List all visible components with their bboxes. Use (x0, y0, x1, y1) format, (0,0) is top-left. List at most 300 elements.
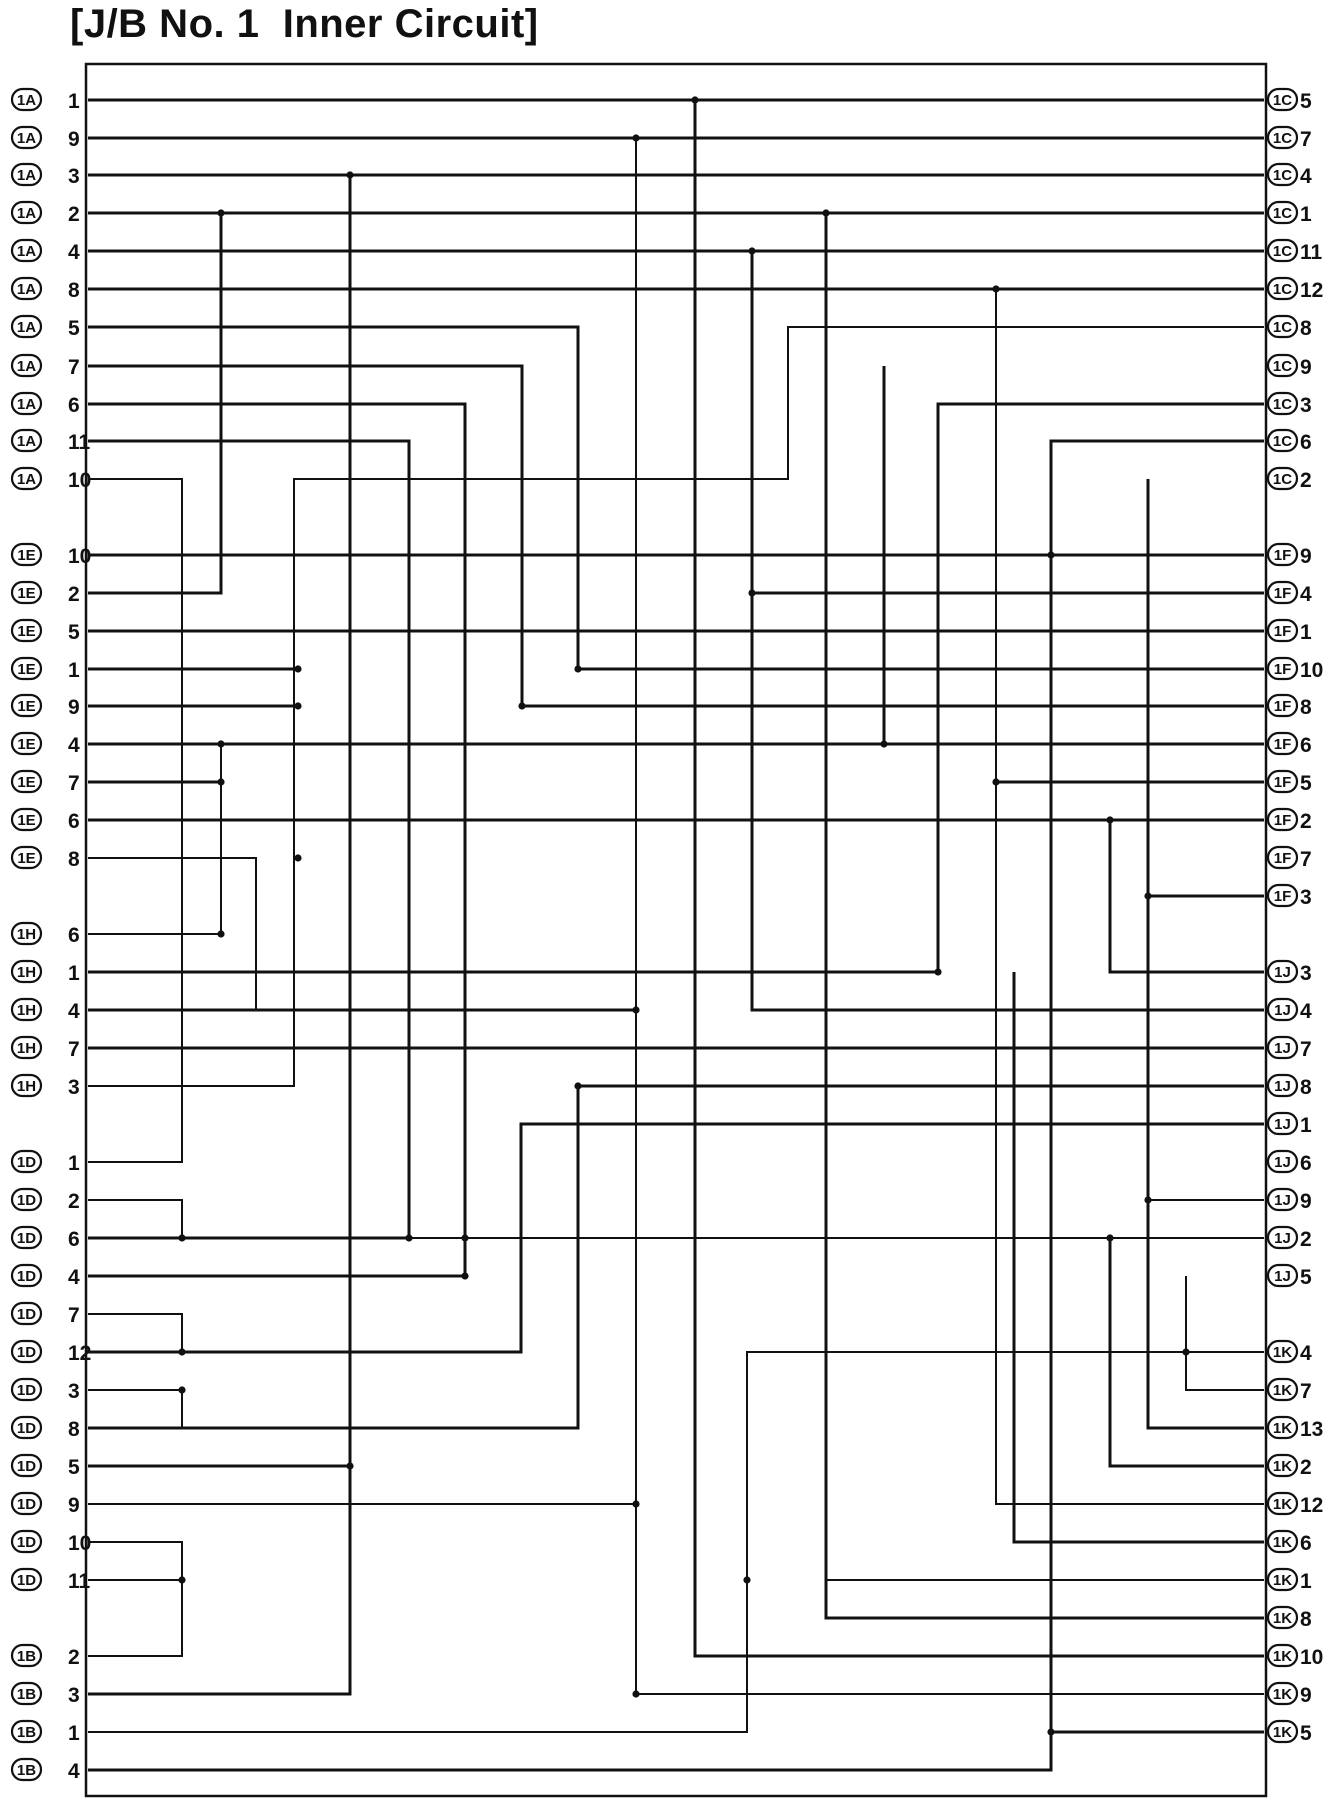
pin-number: 6 (1300, 431, 1312, 454)
junction-dot (574, 1082, 581, 1089)
junction-dot (1144, 892, 1151, 899)
pin-number: 7 (1300, 1380, 1312, 1403)
connector-code: 1D (16, 1154, 37, 1171)
connector-badge (12, 847, 41, 868)
junction-dot (574, 665, 581, 672)
connector-badge (1268, 1721, 1297, 1742)
connector-code: 1A (16, 433, 37, 450)
connector-code: 1A (16, 319, 37, 336)
connector-badge (1268, 544, 1297, 565)
connector-badge (12, 1645, 41, 1666)
connector-code: 1D (16, 1344, 37, 1361)
connector-badge (12, 1531, 41, 1552)
junction-dot (1047, 1728, 1054, 1735)
connector-badge (1268, 1645, 1297, 1666)
pin-number: 10 (68, 469, 92, 492)
connector-badge (12, 316, 41, 337)
connector-code: 1K (1272, 1458, 1293, 1475)
connector-code: 1D (16, 1230, 37, 1247)
junction-dot (1144, 1196, 1151, 1203)
connector-badge (1268, 847, 1297, 868)
diagram-title: [J/B No. 1 Inner Circuit] (70, 2, 539, 46)
pin-number: 5 (68, 317, 80, 340)
connector-badge (1268, 1075, 1297, 1096)
pin-number: 2 (68, 583, 80, 606)
connector-code: 1F (1273, 585, 1292, 602)
connector-badge (1268, 1379, 1297, 1400)
pin-number: 4 (68, 1000, 80, 1023)
connector-code: 1F (1273, 774, 1292, 791)
connector-code: 1D (16, 1306, 37, 1323)
pin-number: 1 (68, 90, 80, 113)
wire (88, 441, 1264, 1770)
connector-code: 1H (16, 964, 37, 981)
pin-number: 10 (1300, 659, 1324, 682)
connector-code: 1C (1272, 396, 1293, 413)
junction-dot (217, 778, 224, 785)
junction-dot (822, 209, 829, 216)
pin-number: 5 (1300, 1722, 1312, 1745)
junction-dot (294, 854, 301, 861)
connector-code: 1B (16, 1686, 37, 1703)
connector-code: 1D (16, 1192, 37, 1209)
pin-number: 4 (68, 1760, 80, 1783)
connector-code: 1D (16, 1458, 37, 1475)
pin-number: 9 (68, 128, 80, 151)
connector-badge (12, 89, 41, 110)
connector-code: 1K (1272, 1686, 1293, 1703)
wire (88, 1390, 182, 1428)
connector-badge (1268, 1265, 1297, 1286)
connector-code: 1D (16, 1268, 37, 1285)
wire (88, 441, 409, 1238)
connector-badge (1268, 1455, 1297, 1476)
connector-badge (12, 1721, 41, 1742)
connector-badge (12, 999, 41, 1020)
connector-code: 1D (16, 1496, 37, 1513)
pin-number: 11 (68, 431, 91, 454)
connector-code: 1A (16, 130, 37, 147)
pin-number: 6 (1300, 1152, 1312, 1175)
connector-code: 1C (1272, 167, 1293, 184)
junction-dot (743, 1576, 750, 1583)
connector-badge (12, 1227, 41, 1248)
connector-badge (12, 582, 41, 603)
pin-number: 12 (68, 1342, 92, 1365)
connector-code: 1H (16, 926, 37, 943)
pin-number: 6 (68, 810, 80, 833)
junction-dot (1106, 816, 1113, 823)
junction-dot (632, 1006, 639, 1013)
connector-code: 1E (17, 774, 36, 791)
junction-dot (992, 285, 999, 292)
pin-number: 1 (68, 962, 80, 985)
connector-badge (12, 1455, 41, 1476)
pin-number: 6 (1300, 1532, 1312, 1555)
connector-code: 1E (17, 585, 36, 602)
pin-number: 1 (1300, 1570, 1312, 1593)
junction-dot (518, 702, 525, 709)
pin-number: 8 (68, 1418, 80, 1441)
connector-badge (12, 393, 41, 414)
connector-code: 1K (1272, 1724, 1293, 1741)
connector-code: 1K (1272, 1572, 1293, 1589)
connector-badge (1268, 468, 1297, 489)
connector-code: 1B (16, 1762, 37, 1779)
connector-code: 1A (16, 281, 37, 298)
right-connector-pins (1268, 89, 1323, 1745)
pin-number: 1 (68, 659, 80, 682)
connector-badge (12, 1265, 41, 1286)
wire (88, 366, 1264, 706)
connector-badge (1268, 1607, 1297, 1628)
connector-code: 1J (1274, 1154, 1291, 1171)
connector-code: 1K (1272, 1534, 1293, 1551)
junction-dot (217, 930, 224, 937)
connector-code: 1J (1274, 1268, 1291, 1285)
connector-badge (12, 1759, 41, 1780)
connector-code: 1F (1273, 812, 1292, 829)
wire (88, 744, 221, 934)
connector-code: 1C (1272, 358, 1293, 375)
pin-number: 6 (68, 1228, 80, 1251)
junction-dot (632, 134, 639, 141)
connector-badge (1268, 240, 1297, 261)
pin-number: 5 (1300, 90, 1312, 113)
connector-badge (1268, 582, 1297, 603)
connector-badge (12, 1075, 41, 1096)
connector-code: 1F (1273, 623, 1292, 640)
wire (1186, 1276, 1264, 1390)
pin-number: 4 (1300, 1342, 1312, 1365)
connector-code: 1F (1273, 888, 1292, 905)
connector-badge (1268, 164, 1297, 185)
pin-number: 9 (1300, 356, 1312, 379)
connector-code: 1K (1272, 1420, 1293, 1437)
junction-dot (748, 247, 755, 254)
junction-dot (992, 778, 999, 785)
connector-code: 1J (1274, 1078, 1291, 1095)
connector-badge (1268, 1417, 1297, 1438)
junction-dot (934, 968, 941, 975)
junction-dot (294, 665, 301, 672)
connector-code: 1F (1273, 850, 1292, 867)
connector-code: 1J (1274, 1002, 1291, 1019)
connector-code: 1D (16, 1572, 37, 1589)
connector-badge (1268, 1151, 1297, 1172)
connector-code: 1C (1272, 319, 1293, 336)
connector-badge (1268, 316, 1297, 337)
connector-code: 1J (1274, 1116, 1291, 1133)
connector-code: 1K (1272, 1344, 1293, 1361)
pin-number: 1 (1300, 621, 1312, 644)
wire (695, 100, 1264, 1656)
wire (88, 327, 1264, 669)
pin-number: 8 (68, 848, 80, 871)
pin-number: 7 (68, 1038, 80, 1061)
junction-dot (178, 1386, 185, 1393)
pin-number: 1 (1300, 1114, 1312, 1137)
pin-number: 8 (1300, 1608, 1312, 1631)
pin-number: 3 (1300, 886, 1312, 909)
connector-code: 1E (17, 661, 36, 678)
connector-badge (12, 961, 41, 982)
connector-badge (12, 468, 41, 489)
junction-dot (178, 1348, 185, 1355)
junction-dot (880, 740, 887, 747)
connector-badge (1268, 1189, 1297, 1210)
connector-code: 1A (16, 205, 37, 222)
connector-code: 1D (16, 1382, 37, 1399)
connector-badge (12, 658, 41, 679)
connector-badge (12, 809, 41, 830)
connector-code: 1A (16, 471, 37, 488)
pin-number: 2 (68, 1190, 80, 1213)
pin-number: 5 (68, 1456, 80, 1479)
connector-badge (1268, 393, 1297, 414)
junction-dot (1106, 1234, 1113, 1241)
pin-number: 9 (68, 696, 80, 719)
connector-badge (12, 733, 41, 754)
wire (1148, 479, 1264, 1428)
wire (88, 1314, 182, 1352)
connector-badge (12, 1569, 41, 1590)
connector-badge (1268, 809, 1297, 830)
connector-code: 1E (17, 623, 36, 640)
connector-badge (1268, 1569, 1297, 1590)
connector-code: 1C (1272, 281, 1293, 298)
connector-badge (12, 620, 41, 641)
connector-badge (1268, 355, 1297, 376)
connector-badge (1268, 885, 1297, 906)
pin-number: 10 (68, 1532, 92, 1555)
junction-dot (1047, 551, 1054, 558)
pin-number: 6 (68, 924, 80, 947)
pin-number: 7 (1300, 1038, 1312, 1061)
connector-badge (12, 1189, 41, 1210)
pin-number: 6 (1300, 734, 1312, 757)
wire (938, 404, 1264, 972)
connector-badge (1268, 127, 1297, 148)
junction-dot (294, 702, 301, 709)
pin-number: 3 (1300, 394, 1312, 417)
connector-badge (1268, 771, 1297, 792)
connector-badge (12, 164, 41, 185)
wire (88, 1200, 182, 1238)
connector-badge (1268, 1531, 1297, 1552)
pin-number: 7 (1300, 848, 1312, 871)
connector-badge (12, 240, 41, 261)
pin-number: 9 (1300, 545, 1312, 568)
pin-number: 10 (68, 545, 92, 568)
pin-number: 8 (1300, 1076, 1312, 1099)
connector-code: 1H (16, 1002, 37, 1019)
pin-number: 7 (68, 1304, 80, 1327)
connector-badge (1268, 1493, 1297, 1514)
connector-code: 1A (16, 396, 37, 413)
pin-number: 6 (68, 394, 80, 417)
pin-number: 5 (1300, 1266, 1312, 1289)
junction-block-outline (86, 64, 1266, 1796)
connector-badge (12, 202, 41, 223)
connector-badge (12, 1379, 41, 1400)
junction-dot (217, 740, 224, 747)
connector-badge (1268, 961, 1297, 982)
connector-badge (1268, 999, 1297, 1020)
pin-number: 8 (1300, 696, 1312, 719)
pin-number: 8 (68, 279, 80, 302)
pin-number: 7 (1300, 128, 1312, 151)
junction-dot (632, 1690, 639, 1697)
connector-code: 1A (16, 243, 37, 260)
pin-number: 3 (1300, 962, 1312, 985)
connector-badge (12, 695, 41, 716)
connector-code: 1C (1272, 92, 1293, 109)
pin-number: 2 (1300, 1456, 1312, 1479)
connector-badge (12, 278, 41, 299)
connector-badge (12, 923, 41, 944)
connector-badge (1268, 89, 1297, 110)
connector-badge (12, 771, 41, 792)
junction-dot (346, 171, 353, 178)
connector-code: 1E (17, 736, 36, 753)
pin-number: 2 (1300, 1228, 1312, 1251)
connector-badge (1268, 658, 1297, 679)
wiring (88, 100, 1264, 1770)
connector-badge (12, 355, 41, 376)
junction-dots (178, 96, 1189, 1735)
connector-code: 1C (1272, 205, 1293, 222)
connector-code: 1D (16, 1420, 37, 1437)
junction-dot (405, 1234, 412, 1241)
connector-badge (1268, 1037, 1297, 1058)
connector-code: 1E (17, 547, 36, 564)
pin-number: 4 (1300, 1000, 1312, 1023)
junction-dot (217, 209, 224, 216)
connector-code: 1J (1274, 964, 1291, 981)
pin-number: 11 (68, 1570, 91, 1593)
pin-number: 2 (1300, 469, 1312, 492)
connector-code: 1A (16, 92, 37, 109)
junction-dot (691, 96, 698, 103)
connector-code: 1C (1272, 433, 1293, 450)
connector-badge (1268, 202, 1297, 223)
pin-number: 4 (68, 1266, 80, 1289)
pin-number: 1 (68, 1152, 80, 1175)
connector-badge (1268, 278, 1297, 299)
connector-code: 1J (1274, 1192, 1291, 1209)
pin-number: 5 (68, 621, 80, 644)
connector-code: 1E (17, 812, 36, 829)
pin-number: 9 (68, 1494, 80, 1517)
connector-code: 1C (1272, 130, 1293, 147)
connector-badge (1268, 733, 1297, 754)
connector-badge (1268, 1341, 1297, 1362)
connector-badge (12, 1037, 41, 1058)
connector-code: 1K (1272, 1382, 1293, 1399)
connector-code: 1A (16, 167, 37, 184)
pin-number: 8 (1300, 317, 1312, 340)
connector-code: 1E (17, 698, 36, 715)
connector-code: 1H (16, 1078, 37, 1095)
connector-code: 1C (1272, 243, 1293, 260)
pin-number: 4 (68, 734, 80, 757)
connector-badge (1268, 1113, 1297, 1134)
connector-code: 1B (16, 1648, 37, 1665)
connector-badge (1268, 1683, 1297, 1704)
pin-number: 5 (1300, 772, 1312, 795)
pin-number: 13 (1300, 1418, 1324, 1441)
junction-dot (178, 1576, 185, 1583)
connector-code: 1J (1274, 1230, 1291, 1247)
connector-code: 1H (16, 1040, 37, 1057)
connector-badge (1268, 695, 1297, 716)
connector-code: 1F (1273, 698, 1292, 715)
pin-number: 9 (1300, 1684, 1312, 1707)
pin-number: 3 (68, 1380, 80, 1403)
left-connector-pins (12, 89, 91, 1783)
pin-number: 4 (68, 241, 80, 264)
connector-badge (1268, 620, 1297, 641)
connector-badge (12, 1303, 41, 1324)
connector-code: 1D (16, 1534, 37, 1551)
connector-code: 1A (16, 358, 37, 375)
junction-dot (346, 1462, 353, 1469)
wire (88, 1086, 1264, 1428)
junction-dot (748, 589, 755, 596)
connector-code: 1F (1273, 661, 1292, 678)
connector-code: 1B (16, 1724, 37, 1741)
pin-number: 3 (68, 1684, 80, 1707)
pin-number: 7 (68, 356, 80, 379)
pin-number: 2 (68, 203, 80, 226)
pin-number: 4 (1300, 583, 1312, 606)
pin-number: 12 (1300, 279, 1324, 302)
junction-dot (178, 1234, 185, 1241)
connector-code: 1E (17, 850, 36, 867)
connector-badge (12, 1151, 41, 1172)
connector-badge (12, 544, 41, 565)
connector-badge (12, 1417, 41, 1438)
connector-badge (1268, 1227, 1297, 1248)
pin-number: 2 (68, 1646, 80, 1669)
connector-code: 1C (1272, 471, 1293, 488)
connector-badge (12, 127, 41, 148)
junction-dot (461, 1272, 468, 1279)
connector-code: 1K (1272, 1496, 1293, 1513)
pin-number: 7 (68, 772, 80, 795)
connector-badge (1268, 430, 1297, 451)
junction-dot (461, 1234, 468, 1241)
pin-number: 10 (1300, 1646, 1324, 1669)
junction-dot (1182, 1348, 1189, 1355)
connector-code: 1F (1273, 547, 1292, 564)
pin-number: 4 (1300, 165, 1312, 188)
connector-code: 1J (1274, 1040, 1291, 1057)
pin-number: 1 (68, 1722, 80, 1745)
pin-number: 2 (1300, 810, 1312, 833)
pin-number: 12 (1300, 1494, 1324, 1517)
pin-number: 1 (1300, 203, 1312, 226)
connector-badge (12, 1341, 41, 1362)
wire (826, 213, 1264, 1618)
pin-number: 3 (68, 165, 80, 188)
pin-number: 3 (68, 1076, 80, 1099)
pin-number: 11 (1300, 241, 1323, 264)
connector-code: 1F (1273, 736, 1292, 753)
connector-code: 1K (1272, 1648, 1293, 1665)
connector-badge (12, 1493, 41, 1514)
